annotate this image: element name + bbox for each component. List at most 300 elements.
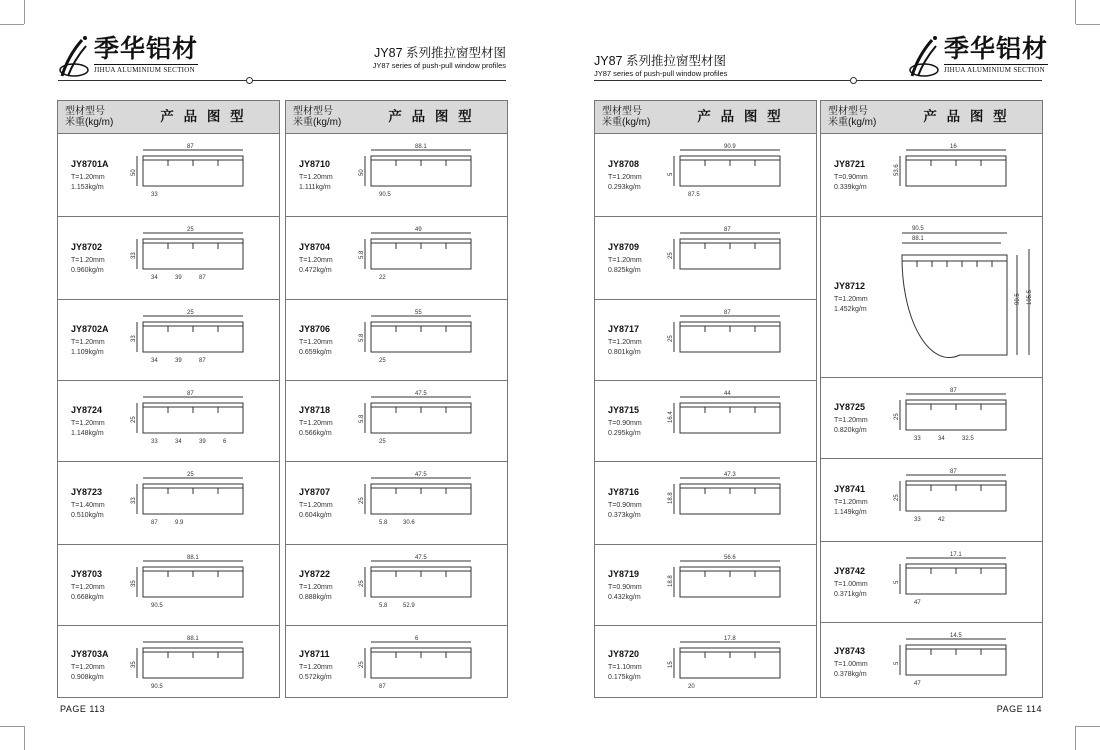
dimension-label: 25	[379, 358, 386, 364]
header-rule-dot	[850, 77, 857, 84]
dimension-label: 33	[151, 439, 158, 445]
dimension-label: 25	[187, 227, 194, 233]
profile-thickness: T=1.20mm	[299, 173, 333, 181]
dimension-label: 52.9	[403, 603, 415, 609]
profile-row	[286, 545, 507, 626]
profile-drawing	[131, 310, 243, 364]
profile-thickness: T=0.90mm	[834, 173, 868, 181]
profile-weight: 0.510kg/m	[71, 511, 104, 519]
profile-info	[71, 381, 105, 461]
profile-drawing-svg	[128, 300, 275, 380]
dimension-label: 87	[199, 275, 206, 281]
profile-drawing	[359, 227, 471, 281]
page-number: PAGE 113	[60, 704, 106, 714]
profile-drawing-svg	[356, 134, 503, 216]
profile-thickness: T=0.90mm	[608, 583, 642, 591]
profile-code: JY8743	[834, 645, 866, 656]
dimension-label: 90.5	[151, 684, 163, 690]
profile-info	[71, 545, 105, 625]
profile-code: JY8703A	[71, 648, 109, 659]
profile-weight: 0.668kg/m	[71, 593, 104, 601]
profile-drawing-area	[665, 134, 812, 216]
model-header	[58, 101, 128, 133]
dimension-label: 87	[151, 520, 158, 526]
dimension-label: 50	[359, 169, 365, 176]
profile-info	[299, 300, 333, 380]
profile-code: JY8724	[71, 404, 103, 415]
profile-drawing-svg	[356, 217, 503, 299]
model-header-line2: 米重(kg/m)	[602, 117, 651, 128]
profile-drawing	[359, 310, 471, 364]
profile-row	[58, 217, 279, 300]
model-header-line2: 米重(kg/m)	[293, 117, 342, 128]
profile-code: JY8723	[71, 486, 103, 497]
brand-mark-icon	[58, 34, 90, 78]
dimension-label: 35	[131, 661, 137, 668]
dimension-label: 33	[151, 192, 158, 198]
dimension-label: 87	[724, 310, 731, 316]
catalog-title-en: JY87 series of push-pull window profiles	[594, 69, 728, 78]
profile-column	[820, 100, 1043, 698]
profile-column	[285, 100, 508, 698]
dimension-label: 14.5	[950, 633, 962, 639]
profile-drawing	[359, 636, 471, 690]
model-header-line1: 型材型号	[293, 106, 333, 117]
profile-column	[594, 100, 817, 698]
profile-drawing-area	[665, 545, 812, 625]
profile-thickness: T=1.20mm	[299, 419, 333, 427]
profile-row	[286, 300, 507, 381]
dimension-label: 87	[379, 684, 386, 690]
profile-info	[834, 378, 868, 458]
profile-code: JY8722	[299, 568, 331, 579]
profile-drawing-area	[891, 378, 1038, 458]
dimension-label: 5	[894, 661, 900, 665]
profile-code: JY8741	[834, 483, 866, 494]
profile-code: JY8725	[834, 401, 866, 412]
profile-info	[299, 462, 333, 544]
dimension-label: 5.8	[359, 333, 365, 342]
profile-row	[286, 626, 507, 704]
profile-weight: 1.111kg/m	[299, 183, 331, 191]
profile-thickness: T=1.20mm	[299, 583, 333, 591]
dimension-label: 17.1	[950, 552, 962, 558]
dimension-label: 42	[938, 517, 945, 523]
profile-drawing-area	[128, 545, 275, 625]
dimension-label: 25	[359, 497, 365, 504]
profile-weight: 0.373kg/m	[608, 511, 641, 519]
profile-thickness: T=1.00mm	[834, 580, 868, 588]
profile-drawing-svg	[356, 300, 503, 380]
profile-weight: 0.472kg/m	[299, 266, 332, 274]
table-header	[595, 101, 816, 134]
dimension-label: 25	[187, 472, 194, 478]
profile-weight: 0.566kg/m	[299, 429, 332, 437]
dimension-label: 87	[950, 388, 957, 394]
catalog-header	[373, 46, 506, 70]
profile-weight: 0.908kg/m	[71, 673, 104, 681]
dimension-label: 47.5	[415, 391, 427, 397]
profile-drawing	[894, 633, 1006, 687]
profile-row	[595, 381, 816, 462]
profile-code: JY8706	[299, 323, 331, 334]
profile-row	[595, 134, 816, 217]
profile-code: JY8711	[299, 648, 330, 659]
dimension-label: 34	[151, 358, 158, 364]
profile-drawing-area	[128, 462, 275, 544]
profile-drawing-area	[891, 459, 1038, 541]
dimension-label: 25	[668, 335, 674, 342]
profile-row	[58, 545, 279, 626]
dimension-label: 5.8	[359, 414, 365, 423]
model-header-line1: 型材型号	[602, 106, 642, 117]
profile-weight: 0.293kg/m	[608, 183, 641, 191]
dimension-label: 47.3	[724, 472, 736, 478]
profile-info	[608, 300, 642, 380]
profile-thickness: T=1.20mm	[608, 338, 642, 346]
dimension-label: 20	[688, 684, 695, 690]
profile-thickness: T=1.20mm	[71, 583, 105, 591]
header-rule	[58, 80, 506, 81]
dimension-label: 49	[415, 227, 422, 233]
dimension-label: 47.5	[415, 555, 427, 561]
dimension-label: 33	[914, 436, 921, 442]
brand-logo	[908, 34, 1048, 78]
dimension-label: 47.5	[415, 472, 427, 478]
header-rule-dot	[246, 77, 253, 84]
profile-drawing-area	[128, 217, 275, 299]
dimension-label: 87	[187, 144, 194, 150]
profile-thickness: T=1.20mm	[834, 498, 868, 506]
profile-info	[299, 626, 333, 704]
profile-weight: 1.149kg/m	[834, 508, 867, 516]
profile-drawing-area	[665, 217, 812, 299]
profile-drawing-area	[356, 217, 503, 299]
drawing-header: 产 品 图 型	[160, 109, 247, 124]
dimension-label: 5.8	[379, 520, 388, 526]
profile-drawing-svg	[665, 134, 812, 216]
profile-drawing-svg	[356, 462, 503, 544]
profile-weight: 0.960kg/m	[71, 266, 104, 274]
dimension-label: 5	[668, 172, 674, 176]
profile-row	[595, 300, 816, 381]
profile-info	[71, 626, 109, 704]
profile-drawing-area	[356, 300, 503, 380]
dimension-label: 90.5	[151, 603, 163, 609]
profile-info	[299, 545, 333, 625]
profile-drawing-svg	[891, 623, 1038, 701]
profile-drawing	[902, 226, 1033, 358]
profile-weight: 1.452kg/m	[834, 305, 867, 313]
profile-code: JY8742	[834, 565, 866, 576]
dimension-label: 18.8	[668, 492, 674, 504]
profile-weight: 0.659kg/m	[299, 348, 332, 356]
profile-drawing	[668, 391, 780, 433]
dimension-label: 88.1	[912, 236, 924, 242]
drawing-header: 产 品 图 型	[697, 109, 784, 124]
dimension-label: 53.6	[894, 164, 900, 176]
page-number: PAGE 114	[996, 704, 1042, 714]
dimension-label: 17.8	[724, 636, 736, 642]
profile-info	[299, 134, 333, 216]
profile-thickness: T=1.20mm	[299, 663, 333, 671]
profile-drawing	[668, 636, 780, 690]
profile-row	[821, 378, 1042, 459]
model-header-line1: 型材型号	[65, 106, 105, 117]
profile-info	[299, 381, 333, 461]
profile-drawing	[668, 310, 780, 352]
profile-thickness: T=1.20mm	[299, 501, 333, 509]
profile-thickness: T=1.20mm	[71, 338, 105, 346]
profile-info	[71, 300, 109, 380]
profile-code: JY8717	[608, 323, 640, 334]
profile-drawing-svg	[891, 217, 1038, 377]
dimension-label: 39	[199, 439, 206, 445]
profile-info	[834, 459, 868, 541]
dimension-label: 32.5	[962, 436, 974, 442]
dimension-label: 34	[938, 436, 945, 442]
profile-drawing	[131, 391, 243, 445]
profile-row	[58, 134, 279, 217]
table-header	[286, 101, 507, 134]
profile-drawing-svg	[356, 626, 503, 704]
drawing-header: 产 品 图 型	[388, 109, 475, 124]
dimension-label: 90.9	[724, 144, 736, 150]
dimension-label: 6	[415, 636, 419, 642]
profile-column	[57, 100, 280, 698]
catalog-title-cn: JY87 系列推拉窗型材图	[374, 46, 506, 60]
dimension-label: 25	[359, 661, 365, 668]
brand-logo	[58, 34, 198, 78]
profile-info	[834, 134, 868, 216]
profile-code: JY8720	[608, 648, 640, 659]
profile-info	[71, 134, 109, 216]
profile-row	[595, 462, 816, 545]
profile-row	[58, 381, 279, 462]
profile-row	[821, 542, 1042, 623]
profile-weight: 1.148kg/m	[71, 429, 104, 437]
profile-drawing-svg	[665, 462, 812, 544]
profile-thickness: T=1.20mm	[71, 419, 105, 427]
profile-drawing-area	[128, 381, 275, 461]
profile-weight: 0.820kg/m	[834, 426, 867, 434]
profile-code: JY8704	[299, 241, 331, 252]
profile-drawing-area	[665, 626, 812, 704]
dimension-label: 16	[950, 144, 957, 150]
dimension-label: 87	[187, 391, 194, 397]
profile-drawing-svg	[128, 381, 275, 461]
profile-drawing	[668, 227, 780, 269]
dimension-label: 30.6	[403, 520, 415, 526]
profile-drawing-svg	[665, 381, 812, 461]
profile-thickness: T=1.00mm	[834, 660, 868, 668]
profile-code: JY8715	[608, 404, 640, 415]
profile-drawing-area	[356, 134, 503, 216]
profile-drawing	[131, 636, 243, 690]
profile-row	[58, 462, 279, 545]
profile-drawing	[668, 555, 780, 597]
dimension-label: 87	[724, 227, 731, 233]
profile-code: JY8712	[834, 280, 866, 291]
table-header	[821, 101, 1042, 134]
profile-row	[821, 134, 1042, 217]
profile-drawing	[359, 472, 471, 526]
profile-row	[595, 626, 816, 704]
profile-drawing-svg	[128, 462, 275, 544]
profile-weight: 0.432kg/m	[608, 593, 641, 601]
profile-drawing-svg	[665, 626, 812, 704]
dimension-label: 33	[131, 252, 137, 259]
profile-row	[595, 217, 816, 300]
brand-name-en: JIHUA ALUMINIUM SECTION	[944, 64, 1048, 74]
dimension-label: 25	[894, 413, 900, 420]
model-header	[821, 101, 891, 133]
profile-drawing-area	[356, 545, 503, 625]
profile-drawing-area	[128, 134, 275, 216]
profile-drawing-area	[356, 462, 503, 544]
catalog-title-cn: JY87 系列推拉窗型材图	[594, 54, 726, 68]
profile-drawing-area	[128, 626, 275, 704]
dimension-label: 25	[379, 439, 386, 445]
profile-weight: 1.153kg/m	[71, 183, 104, 191]
dimension-label: 35	[131, 580, 137, 587]
profile-drawing-svg	[891, 542, 1038, 622]
profile-drawing	[359, 144, 471, 198]
dimension-label: 50	[131, 169, 137, 176]
profile-thickness: T=1.20mm	[608, 173, 642, 181]
profile-drawing-area	[665, 381, 812, 461]
profile-code: JY8721	[834, 158, 866, 169]
profile-code: JY8708	[608, 158, 640, 169]
table-header	[58, 101, 279, 134]
profile-drawing	[359, 391, 471, 445]
profile-weight: 0.604kg/m	[299, 511, 332, 519]
profile-drawing	[894, 469, 1006, 523]
brand-mark-icon	[908, 34, 940, 78]
dimension-label: 88.1	[187, 636, 199, 642]
profile-weight: 0.888kg/m	[299, 593, 332, 601]
profile-drawing-area	[891, 542, 1038, 622]
profile-row	[286, 134, 507, 217]
brand-name-en: JIHUA ALUMINIUM SECTION	[94, 64, 198, 74]
profile-drawing-svg	[128, 134, 275, 216]
dimension-label: 9.9	[175, 520, 184, 526]
profile-drawing-area	[356, 381, 503, 461]
profile-drawing	[668, 472, 780, 514]
profile-info	[608, 381, 642, 461]
profile-drawing	[894, 144, 1006, 186]
profile-drawing-area	[891, 217, 1038, 377]
profile-drawing	[131, 472, 243, 526]
brand-name-cn: 季华铝材	[94, 34, 199, 63]
dimension-label: 44	[724, 391, 731, 397]
profile-row	[595, 545, 816, 626]
dimension-label: 47	[914, 600, 921, 606]
profile-thickness: T=1.40mm	[71, 501, 105, 509]
catalog-header	[594, 54, 727, 78]
profile-code: JY8718	[299, 404, 331, 415]
profile-code: JY8710	[299, 158, 331, 169]
profile-drawing-area	[665, 300, 812, 380]
profile-row	[286, 381, 507, 462]
profile-weight: 0.175kg/m	[608, 673, 641, 681]
dimension-label: 33	[131, 335, 137, 342]
profile-thickness: T=0.90mm	[608, 419, 642, 427]
profile-weight: 0.339kg/m	[834, 183, 867, 191]
profile-drawing	[131, 144, 243, 198]
profile-info	[71, 462, 105, 544]
profile-drawing-area	[891, 134, 1038, 216]
profile-thickness: T=1.20mm	[608, 256, 642, 264]
profile-thickness: T=1.20mm	[834, 416, 868, 424]
profile-weight: 0.371kg/m	[834, 590, 867, 598]
model-header-line2: 米重(kg/m)	[65, 117, 114, 128]
dimension-label: 18.8	[668, 575, 674, 587]
page-114	[550, 0, 1100, 750]
profile-weight: 0.825kg/m	[608, 266, 641, 274]
profile-info	[608, 217, 642, 299]
dimension-label: 15	[668, 661, 674, 668]
model-header-line1: 型材型号	[828, 106, 868, 117]
dimension-label: 25	[187, 310, 194, 316]
profile-thickness: T=1.20mm	[71, 173, 105, 181]
profile-row	[821, 623, 1042, 701]
profile-drawing-svg	[128, 545, 275, 625]
dimension-label: 87	[199, 358, 206, 364]
dimension-label: 25	[131, 416, 137, 423]
dimension-label: 90.5	[1015, 293, 1021, 305]
dimension-label: 88.1	[187, 555, 199, 561]
dimension-label: 22	[379, 275, 386, 281]
profile-code: JY8719	[608, 568, 640, 579]
dimension-label: 25	[894, 494, 900, 501]
profile-drawing-area	[891, 623, 1038, 701]
profile-info	[608, 626, 642, 704]
dimension-label: 39	[175, 275, 182, 281]
profile-drawing-svg	[665, 545, 812, 625]
profile-row	[58, 300, 279, 381]
profile-thickness: T=1.20mm	[834, 295, 868, 303]
profile-info	[608, 545, 642, 625]
brand-name-cn: 季华铝材	[944, 34, 1049, 63]
profile-drawing-svg	[128, 626, 275, 704]
dimension-label: 16.4	[668, 411, 674, 423]
profile-code: JY8702	[71, 241, 103, 252]
profile-info	[834, 217, 868, 377]
profile-info	[834, 542, 868, 622]
profile-drawing	[131, 555, 243, 609]
profile-thickness: T=1.20mm	[71, 663, 105, 671]
drawing-header: 产 品 图 型	[923, 109, 1010, 124]
dimension-label: 87.5	[688, 192, 700, 198]
profile-row	[58, 626, 279, 704]
profile-code: JY8709	[608, 241, 640, 252]
profile-code: JY8701A	[71, 158, 109, 169]
profile-drawing	[894, 388, 1006, 442]
profile-weight: 0.295kg/m	[608, 429, 641, 437]
profile-code: JY8703	[71, 568, 103, 579]
profile-drawing	[894, 552, 1006, 606]
profile-drawing-svg	[891, 459, 1038, 541]
profile-drawing	[668, 144, 780, 198]
profile-info	[299, 217, 333, 299]
dimension-label: 5.8	[379, 603, 388, 609]
profile-code: JY8716	[608, 486, 640, 497]
dimension-label: 6	[223, 439, 227, 445]
profile-weight: 0.801kg/m	[608, 348, 641, 356]
model-header-line2: 米重(kg/m)	[828, 117, 877, 128]
dimension-label: 88.1	[415, 144, 427, 150]
